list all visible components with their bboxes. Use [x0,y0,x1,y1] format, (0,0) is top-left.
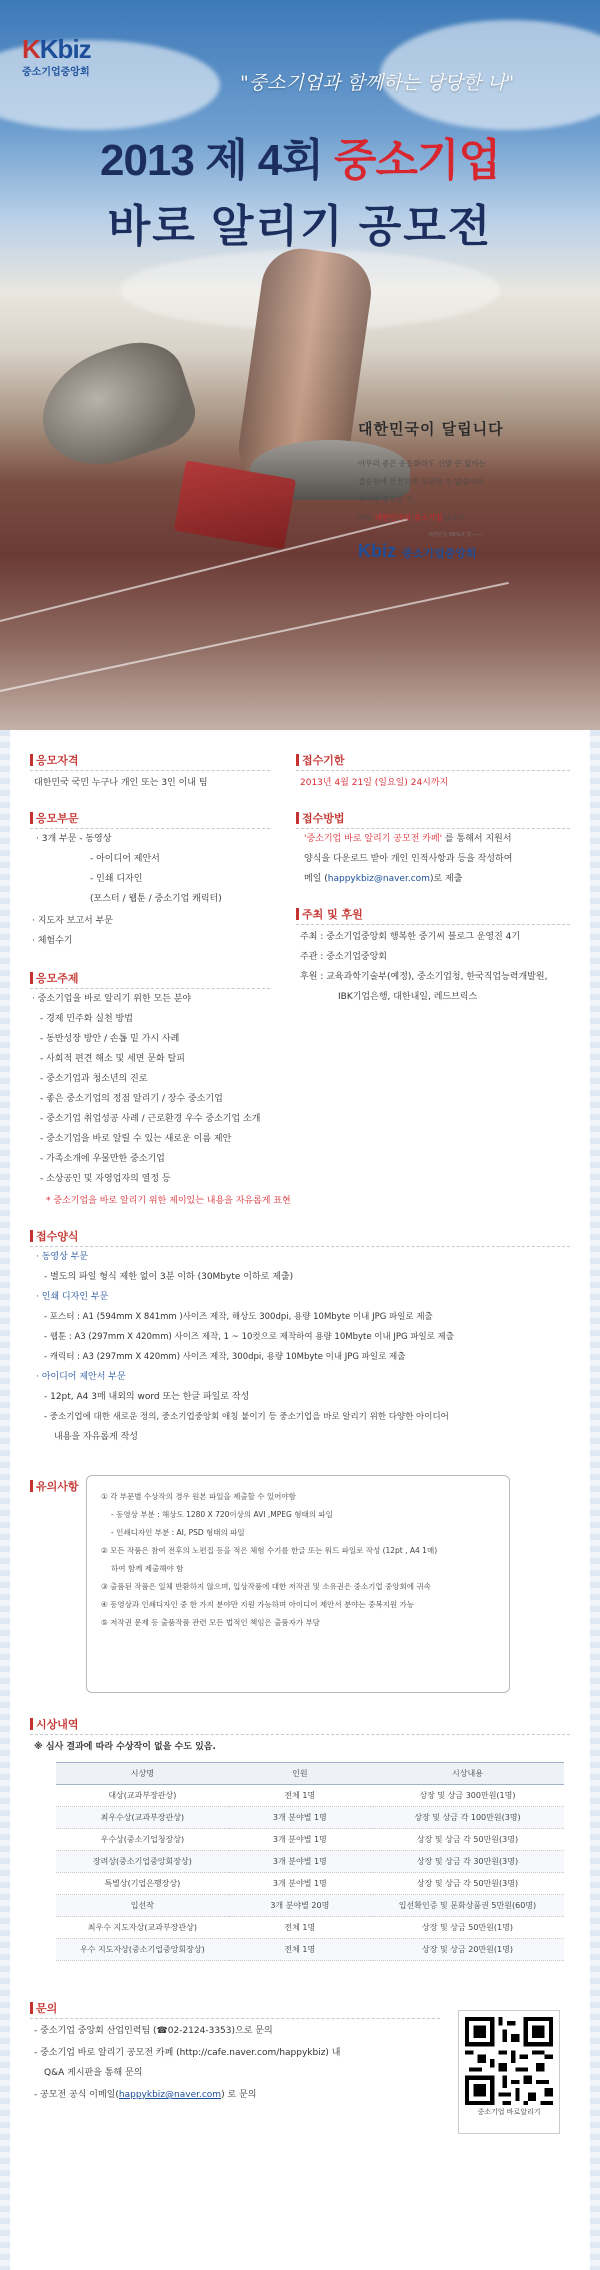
section-title-categories: 응모부문 [30,810,79,826]
award-name: 특별상(기업은행장상) [56,1873,229,1895]
logo-text: Kbiz [39,34,91,64]
format-line: · 동영상 부문 [36,1252,89,1262]
award-count: 전체 1명 [229,1939,371,1961]
section-divider [30,1734,570,1735]
category-line: · 지도자 보고서 부문 [32,916,113,926]
qr-caption: 중소기업 바로알리기 [477,2108,541,2116]
format-line: - 캐릭터 : A3 (297mm X 420mm) 사이즈 제작, 300dpi, 용량 10Mbyte 이내 JPG 파일로 제출 [44,1352,406,1362]
theme-line: - 좋은 중소기업의 정점 알리기 / 장수 중소기업 [40,1094,223,1104]
contact-text: - 공모전 공식 이메일( [34,2090,119,2100]
email-link[interactable]: happykbiz@naver.com [118,2090,222,2100]
section-divider [30,828,270,829]
category-line: (포스터 / 웹툰 / 중소기업 캐릭터) [90,894,222,904]
theme-line: - 중소기업 취업성공 사례 / 근로환경 우수 중소기업 소개 [40,1114,261,1124]
table-row [56,1851,564,1873]
method-line [304,870,462,889]
track-lane-line [0,582,509,692]
award-prize: 상장 및 상금 20만원(1명) [371,1939,564,1961]
section-title-contact: 문의 [30,2000,57,2016]
format-line: - 포스터 : A1 (594mm X 841mm )사이즈 제작, 해상도 300dpi, 용량 10Mbyte 이내 JPG 파일로 제출 [44,1312,433,1322]
category-line: - 아이디어 제안서 [90,854,160,864]
host-line: 주최 : 중소기업중앙회 행복한 중기씨 블로그 운영진 4기 [300,932,521,942]
award-count: 3개 분야별 20명 [229,1895,371,1917]
slogan-pre: 바로 [358,513,375,522]
awards-table [56,1762,564,1961]
caution-box [86,1475,510,1693]
award-prize: 상장 및 상금 300만원(1명) [371,1785,564,1807]
section-title-eligibility: 응모자격 [30,752,79,768]
award-prize: 상장 및 상금 50만원(1명) [371,1917,564,1939]
section-title-method: 접수방법 [296,810,345,826]
caution-line: ① 각 부문별 수상작의 경우 원본 파일을 제출할 수 있어야함 [101,1492,296,1501]
contact-line: - 중소기업 바로 알리기 공모전 카페 (http://cafe.naver.com/happykbiz) 내 [34,2048,341,2058]
kbiz-logo-secondary [358,532,588,562]
method-text: 메일 ( [304,874,328,884]
caution-line: - 동영상 부분 : 해상도 1280 X 720이상의 AVI ,MPEG 형태의 파일 [111,1510,333,1519]
theme-line: - 사회적 편견 해소 및 세면 문화 탈피 [40,1054,185,1064]
slogan: 대한민국이 달립니다 [358,420,504,438]
award-name: 대상(교과부장관상) [56,1785,229,1807]
section-title-deadline: 접수기한 [296,752,345,768]
format-line: - 중소기업에 대한 새로운 정의, 중소기업중앙회 애칭 붙이기 등 중소기업을 바로 알리기 위한 다양한 아이디어 [44,1412,449,1422]
section-title-host: 주최 및 후원 [296,906,363,922]
title-year-round: 2013 제 4회 [99,136,335,185]
caution-line: ③ 출품된 작품은 일체 반환하지 않으며, 입상작품에 대한 저작권 및 소유권은 중소기업 중앙회에 귀속 [101,1582,431,1591]
kbiz-logo: KKbiz 중소기업중앙회 [22,34,102,78]
theme-line: - 중소기업을 바로 알릴 수 있는 새로운 이름 제안 [40,1134,232,1144]
category-line: - 인쇄 디자인 [90,874,143,884]
section-title-caution: 유의사항 [30,1478,79,1494]
format-line: - 웹툰 : A3 (297mm X 420mm) 사이즈 제작, 1 ~ 10컷으로 제작하여 용량 10Mbyte 이내 JPG 파일로 제출 [44,1332,455,1342]
hero-banner [0,0,600,730]
award-prize: 상장 및 상금 각 50만원(3명) [371,1873,564,1895]
award-name: 최우수 지도자상(교과부장관상) [56,1917,229,1939]
caution-line: 하여 함께 제출해야 함 [111,1564,184,1573]
slogan-line: 작지만 중요한 것, [358,495,416,504]
main-title-line1 [0,124,600,188]
section-divider [296,924,570,925]
logo-small-text: 대한민국 99%의 힘 —— [428,532,483,538]
award-count: 3개 분야별 1명 [229,1851,371,1873]
slogan-line: 아무리 좋은 운동화라도 신발 끈 없이는 [358,459,486,468]
award-count: 3개 분야별 1명 [229,1873,371,1895]
main-title-line2: 바로 알리기 공모전 [107,202,493,251]
column-header: 인원 [229,1763,371,1785]
logo-name: 중소기업중앙회 [402,547,477,560]
logo-text: Kbiz [358,541,396,561]
award-prize: 입선확인증 및 문화상품권 5만원(60명) [371,1895,564,1917]
method-text: 를 통해서 지원서 [442,834,512,844]
qr-code-icon [465,2017,553,2105]
award-count: 전체 1명 [229,1785,371,1807]
contact-text: ) 로 문의 [221,2090,257,2100]
award-name: 우수상(중소기업청장상) [56,1829,229,1851]
format-line: 내용을 자유롭게 작성 [54,1432,138,1442]
column-header: 시상명 [56,1763,229,1785]
format-line: - 12pt, A4 3매 내외의 word 또는 한글 파일로 작성 [44,1392,250,1402]
theme-line: · 중소기업을 바로 알리기 위한 모든 분야 [32,994,192,1004]
format-line: · 아이디어 제안서 부문 [36,1372,126,1382]
award-name: 입선작 [56,1895,229,1917]
awards-note: ※ 심사 결과에 따라 수상작이 없을 수도 있음. [34,1742,216,1752]
theme-line: - 동반성장 방안 / 손톱 밑 가시 사례 [40,1034,180,1044]
slogan-highlight: 대한민국의 중소기업 [374,513,443,522]
method-line [304,830,512,849]
award-count: 3개 분야별 1명 [229,1829,371,1851]
column-header: 시상내용 [371,1763,564,1785]
slogan-line: 결승점에 안전하게 도달할 수 없습니다 [358,477,484,486]
contact-line [34,2086,256,2105]
caution-line: ② 모든 작품은 참여 전후의 노편집 등을 적은 체험 수기를 한글 또는 워드 파일로 작성 (12pt , A4 1매) [101,1546,438,1555]
table-row [56,1917,564,1939]
tagline: "중소기업과 함께하는 당당한 나" [240,72,515,94]
host-line: IBK기업은행, 대한내일, 레드브릭스 [338,992,478,1002]
slogan-line [358,509,588,527]
table-row [56,1895,564,1917]
caution-line: - 인쇄디자인 부분 : AI, PSD 형태의 파일 [111,1528,245,1537]
runner-shoe-illustration [27,330,204,481]
section-title-theme: 응모주제 [30,970,79,986]
caution-line: ④ 동영상과 인쇄디자인 중 한 가지 분야만 지원 가능하며 아이디어 제안서 분야는 중복지원 가능 [101,1600,415,1609]
host-line: 주관 : 중소기업중앙회 [300,952,388,962]
theme-note: * 중소기업을 바로 알리기 위한 제이있는 내용을 자유롭게 표현 [46,1196,291,1206]
section-divider [30,988,270,989]
award-prize: 상장 및 상금 각 100만원(3명) [371,1807,564,1829]
method-text: )로 제출 [429,874,463,884]
slogan-box [358,418,588,562]
category-line: · 체험수기 [32,936,73,946]
qr-code[interactable] [458,2010,560,2134]
contact-line: - 중소기업 중앙회 산업인력팀 (☎02-2124-3353)으로 문의 [34,2026,273,2036]
title-highlight: 중소기업 [334,136,501,185]
award-name: 우수 지도자상(중소기업중앙회장상) [56,1939,229,1961]
table-row [56,1873,564,1895]
section-divider [30,1246,570,1247]
section-title-format: 접수양식 [30,1228,79,1244]
award-count: 전체 1명 [229,1917,371,1939]
award-prize: 상장 및 상금 각 30만원(3명) [371,1851,564,1873]
table-row [56,1785,564,1807]
deadline-body: 2013년 4월 21일 (일요일) 24시까지 [300,778,449,788]
slogan-body [358,455,588,527]
email-link[interactable]: happykbiz@naver.com [327,874,430,884]
section-divider [296,770,570,771]
theme-line: - 가족소개에 우물만한 중소기업 [40,1154,165,1164]
table-header-row [56,1763,564,1785]
section-divider [296,828,570,829]
theme-line: - 경제 민주화 실천 방법 [40,1014,133,1024]
theme-line: - 소상공인 및 자영업자의 열정 등 [40,1174,171,1184]
caution-line: ⑤ 저작권 문제 등 출품작품 관련 모든 법적인 책임은 출품자가 부담 [101,1618,320,1627]
method-line: 양식을 다운로드 받아 개인 인적사항과 등을 작성하여 [304,854,513,864]
award-prize: 상장 및 상금 각 50만원(3명) [371,1829,564,1851]
format-line: · 인쇄 디자인 부문 [36,1292,109,1302]
table-row [56,1939,564,1961]
section-divider [30,2018,440,2019]
host-line: 후원 : 교육과학기술부(예정), 중소기업청, 한국직업능력개발원, [300,972,548,982]
award-name: 최우수상(교과부장관상) [56,1807,229,1829]
category-line: · 3개 부문 - 동영상 [36,834,112,844]
format-line: - 별도의 파일 형식 제한 없이 3분 이하 (30Mbyte 이하로 제출) [44,1272,294,1282]
table-row [56,1829,564,1851]
award-name: 장려상(중소기업중앙회장상) [56,1851,229,1873]
slogan-post: 입니다 [442,513,465,522]
section-divider [30,770,270,771]
cafe-name: '중소기업 바로 알리기 공모전 카페' [304,834,443,844]
table-row [56,1807,564,1829]
contact-line: Q&A 게시판을 통해 문의 [44,2068,143,2078]
theme-line: - 중소기업과 청소년의 진로 [40,1074,148,1084]
section-title-awards: 시상내역 [30,1716,79,1732]
eligibility-body: 대한민국 국민 누구나 개인 또는 3인 이내 팀 [34,778,208,788]
logo-sub: 중소기업중앙회 [22,67,90,78]
award-count: 3개 분야별 1명 [229,1807,371,1829]
